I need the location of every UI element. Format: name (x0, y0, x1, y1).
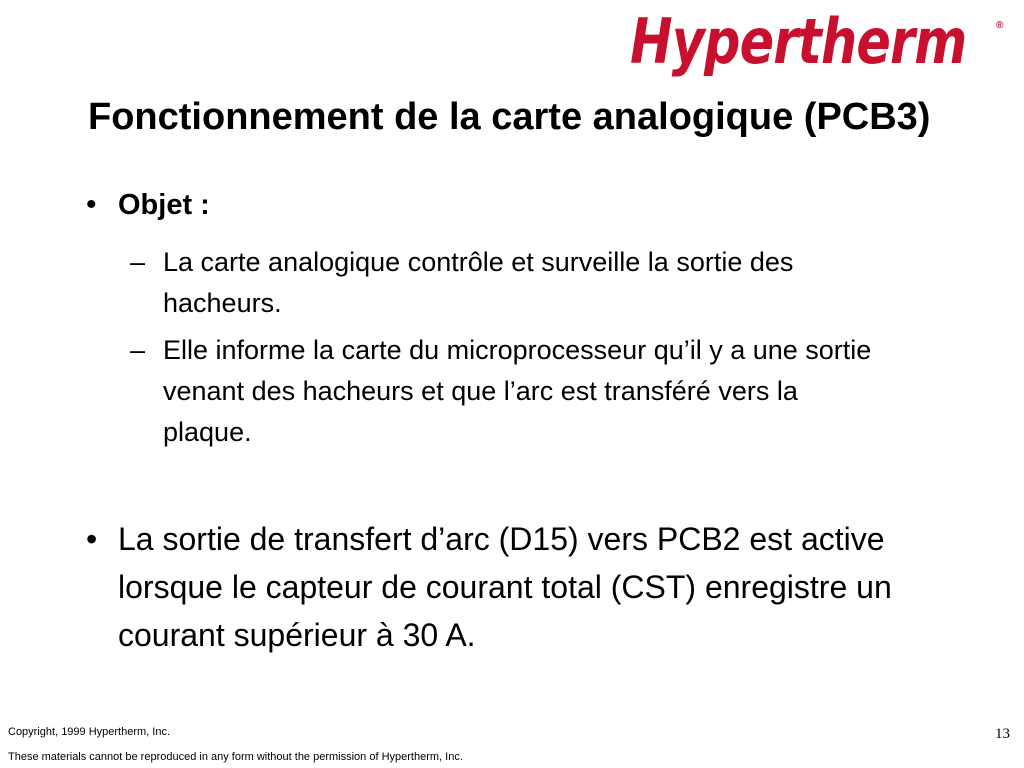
registered-trademark-mark: ® (996, 20, 1004, 31)
reproduction-notice: These materials cannot be reproduced in any form without the permission of Hypertherm, Inc. (8, 751, 463, 763)
slide-title: Fonctionnement de la carte analogique (PCB3) (88, 96, 931, 138)
sub-bullet-item (130, 242, 890, 324)
dash-marker: – (130, 335, 146, 365)
bullet-text: La sortie de transfert d’arc (D15) vers PCB2 est active lorsque le capteur de courant total (CST) enregistre un courant supérieur à 30 A. (118, 521, 892, 653)
sub-bullet-text: La carte analogique contrôle et surveille la sortie des hacheurs. (163, 247, 794, 318)
bullet-transfert (86, 515, 946, 659)
slide-body (86, 188, 946, 659)
hypertherm-logo: Hypertherm (630, 5, 967, 78)
page-number: 13 (995, 726, 1010, 742)
sub-bullet-item (130, 330, 890, 453)
sub-bullet-text: Elle informe la carte du microprocesseur qu’il y a une sortie venant des hacheurs et que l’arc est transféré vers la plaque. (163, 335, 872, 447)
dash-marker: – (130, 247, 146, 277)
bullet-marker: • (86, 521, 98, 557)
bullet-text: Objet : (118, 189, 210, 221)
sub-bullet-list (86, 242, 946, 453)
copyright-notice: Copyright, 1999 Hypertherm, Inc. (8, 726, 171, 738)
bullet-marker: • (86, 188, 97, 221)
bullet-objet (86, 188, 946, 453)
